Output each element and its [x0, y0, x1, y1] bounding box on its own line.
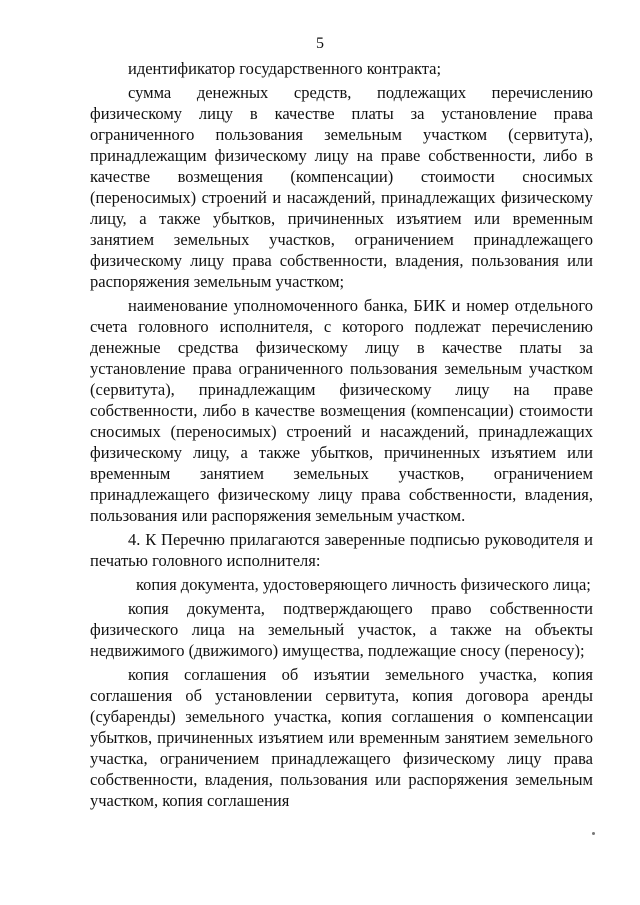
scan-speck [592, 832, 595, 835]
paragraph-agreement-copies: копия соглашения об изъятии земельного участка, копия соглашения об установлении сервитута, копия договора аренды (субаренды) земельного участка, копия соглашения о компенсации убытков, причиненных изъятием или временным занятием земельного участка, ограничением принадлежащего физическому лицу права собственности, владения, пользования или распоряжения земельным участком, копия соглашения [90, 665, 593, 810]
paragraph-ownership-copy: копия документа, подтверждающего право собственности физического лица на земельный участок, а также на объекты недвижимого (движимого) имущества, подлежащие сносу (переносу); [90, 599, 593, 660]
page-number: 5 [316, 35, 324, 52]
paragraph-bank-details: наименование уполномоченного банка, БИК и номер отдельного счета головного исполнителя, с которого подлежат перечислению денежные средства физическому лицу в качестве платы за установление права ограниченного пользования земельным участком (сервитута), принадлежащим физическому лицу на праве собственности, либо в качестве возмещения (компенсации) стоимости сносимых (переносимых) строений и насаждений, принадлежащих физическому лицу, а также убытков, причиненных изъятием или временным занятием земельных участков, ограничением принадлежащего физическому лицу права собственности, владения, пользования или распоряжения земельным участком. [90, 296, 593, 525]
paragraph-identity-copy: копия документа, удостоверяющего личность физического лица; [136, 575, 591, 594]
document-body [90, 58, 593, 814]
paragraph-payment-sum: сумма денежных средств, подлежащих перечислению физическому лицу в качестве платы за установление права ограниченного пользования земельным участком (сервитута), принадлежащим физическому лицу на праве собственности, либо в качестве возмещения (компенсации) стоимости сносимых (переносимых) строений и насаждений, принадлежащих физическому лицу, а также убытков, причиненных изъятием или временным занятием земельных участков, ограничением принадлежащего физическому лицу права собственности, владения, пользования или распоряжения земельным участком; [90, 83, 593, 291]
paragraph-item-4: 4. К Перечню прилагаются заверенные подписью руководителя и печатью головного исполнителя: [90, 530, 593, 570]
paragraph-contract-id: идентификатор государственного контракта; [128, 59, 442, 78]
